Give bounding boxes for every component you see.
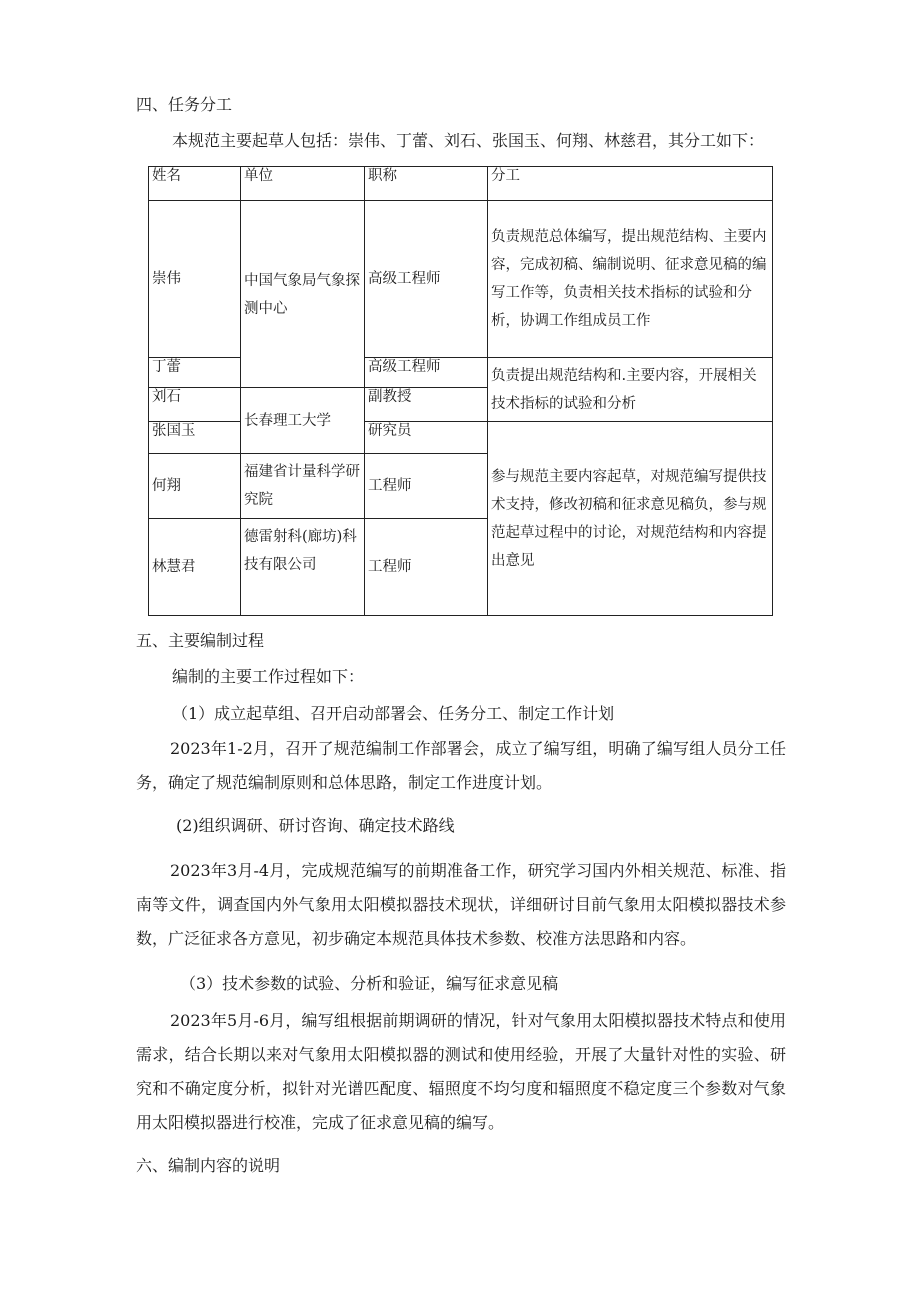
header-duty: 分工	[488, 167, 773, 201]
cell-title: 高级工程师	[365, 201, 488, 358]
cell-title: 高级工程师	[365, 358, 488, 388]
cell-title: 副教授	[365, 388, 488, 422]
section-4-intro: 本规范主要起草人包括：崇伟、丁蕾、刘石、张国玉、何翔、林慈君，其分工如下：	[172, 131, 765, 150]
cell-title: 工程师	[365, 454, 488, 519]
cell-unit: 长春理工大学	[241, 388, 365, 454]
header-title: 职称	[365, 167, 488, 201]
step-3-paragraph: 2023年5月-6月，编写组根据前期调研的情况，针对气象用太阳模拟器技术特点和使用需求，结合长期以来对气象用太阳模拟器的测试和使用经验，开展了大量针对性的实验、研究和不确定度分析，拟针对光谱匹配度、辐照度不均匀度和辐照度不稳定度三个参数对气象用太阳模拟器进行校准，完成了征求意见稿的编写。	[136, 1011, 786, 1132]
step-1-paragraph: 2023年1-2月，召开了规范编制工作部署会，成立了编写组，明确了编写组人员分工任务，确定了规范编制原则和总体思路，制定工作进度计划。	[136, 739, 786, 792]
cell-name: 何翔	[149, 454, 241, 519]
step-2-title: (2)组织调研、研讨咨询、确定技术路线	[176, 816, 455, 835]
cell-duty: 参与规范主要内容起草，对规范编写提供技术支持，修改初稿和征求意见稿负，参与规范起草过程中的讨论，对规范结构和内容提出意见	[488, 422, 773, 616]
cell-duty: 负责提出规范结构和.主要内容，开展相关技术指标的试验和分析	[488, 358, 773, 422]
table-header-row	[149, 167, 773, 201]
section-5-heading: 五、主要编制过程	[136, 631, 265, 650]
section-6-heading: 六、编制内容的说明	[136, 1156, 281, 1175]
table-row	[149, 201, 773, 358]
step-2-paragraph: 2023年3月-4月，完成规范编写的前期准备工作，研究学习国内外相关规范、标准、指南等文件，调查国内外气象用太阳模拟器技术现状，详细研讨目前气象用太阳模拟器技术参数，广泛征求各方意见，初步确定本规范具体技术参数、校准方法思路和内容。	[136, 861, 786, 948]
cell-unit: 福建省计量科学研究院	[241, 454, 365, 519]
cell-unit: 中国气象局气象探测中心	[241, 201, 365, 388]
cell-title: 工程师	[365, 519, 488, 616]
cell-name: 刘石	[149, 388, 241, 422]
step-1-title: （1）成立起草组、召开启动部署会、任务分工、制定工作计划	[172, 704, 615, 723]
cell-name: 崇伟	[149, 201, 241, 358]
cell-name: 丁蕾	[149, 358, 241, 388]
header-unit: 单位	[241, 167, 365, 201]
header-name: 姓名	[149, 167, 241, 201]
section-4-heading: 四、任务分工	[136, 95, 233, 114]
task-assignment-table	[148, 166, 773, 616]
cell-title: 研究员	[365, 422, 488, 454]
section-5-intro: 编制的主要工作过程如下：	[172, 667, 365, 686]
cell-unit: 德雷射科(廊坊)科技有限公司	[241, 519, 365, 616]
cell-name: 张国玉	[149, 422, 241, 454]
cell-duty: 负责规范总体编写，提出规范结构、主要内容，完成初稿、编制说明、征求意见稿的编写工作等，负责相关技术指标的试验和分析，协调工作组成员工作	[488, 201, 773, 358]
cell-name: 林慧君	[149, 519, 241, 616]
step-3-title: （3）技术参数的试验、分析和验证，编写征求意见稿	[180, 974, 559, 993]
